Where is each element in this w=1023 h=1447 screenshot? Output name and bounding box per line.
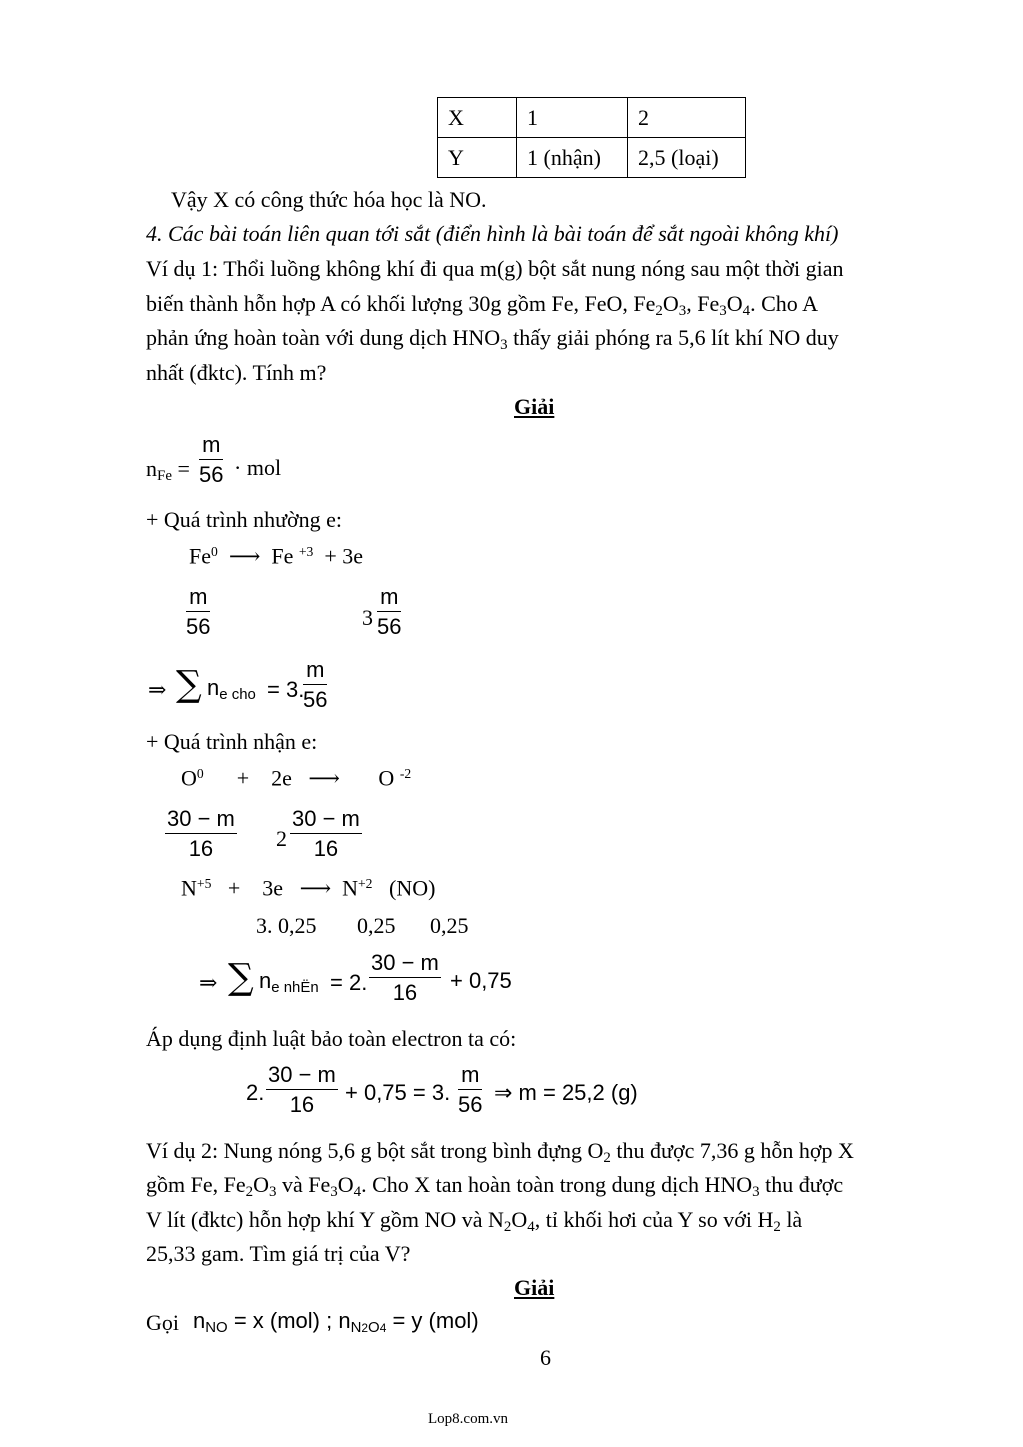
sigma-symbol: ∑ [228,957,254,998]
n-fe-label: $n_{Fe}$ = [146,456,190,485]
fraction-m-56: $\frac{m}{56}$ [199,432,224,487]
receive-label: + Quá trình nhận e: [146,729,318,754]
example-1-line-4: nhất (đktc). Tính m? [146,360,327,385]
fraction-m-56: $\frac{m}{56}$ [377,584,402,639]
implies-symbol: ⇒ [199,970,218,995]
xy-table [437,97,746,178]
footer-watermark: Lop8.com.vn [428,1411,508,1427]
example-2-line-3: V lít (đktc) hỗn hợp khí Y gồm NO và $N_2O_4$, tỉ khối hơi của Y so với $H_2$ là [146,1207,803,1236]
section-title: 4. Các bài toán liên quan tới sắt (điển hình là bài toán để sắt ngoài không khí) [146,221,839,246]
receive-equation-n: $N^{+5}$ + 3e ⟶ $N^{+2}$ (NO) [181,875,436,901]
solution-heading: Giải [514,1275,555,1300]
final-middle: + 0,75 = 3. [345,1080,451,1105]
example-1-line-3: phản ứng hoàn toàn với dung dịch $HNO_3$ thấy giải phóng ra 5,6 lít khí NO duy [146,325,839,354]
mol-unit: · mol [234,455,282,480]
sigma-symbol: ∑ [176,664,202,705]
fraction-30m-16: $\frac{30 - m}{16}$ [268,1062,336,1117]
fraction-30m-16: $\frac{30 - m}{16}$ [167,806,235,861]
receive-equation-o: $O^0$ + 2e ⟶ O $^{-2}$ [181,765,412,791]
n-no-definition: $n_{NO} = x$ (mol) ; $n_{N2O4} = y$ (mol) [193,1308,479,1337]
page-number: 6 [540,1345,551,1370]
fraction-30m-16: $\frac{30 - m}{16}$ [292,806,360,861]
example-1-line-2: biến thành hỗn hợp A có khối lượng 30g gồm Fe, FeO, $Fe_2O_3$, $Fe_3O_4$. Cho A [146,291,818,320]
fraction-m-56: $\frac{m}{56}$ [458,1062,483,1117]
equals-3: = 3. [267,677,305,702]
table-row [438,138,746,178]
conclusion-text: Vậy X có công thức hóa học là NO. [171,187,487,212]
table-cell: 1 (nhận) [517,138,628,178]
table-cell: X [438,98,517,138]
coefficient-2: 2 [276,826,287,851]
coefficient-3: 3 [362,605,373,630]
mole-values-1: 3. 0,25 [256,913,317,938]
example-2-line-4: 25,33 gam. Tìm giá trị của V? [146,1241,411,1266]
n-e-nhan: $n_{e nhËn}$ [259,968,319,997]
example-1-line-1: Ví dụ 1: Thổi luồng không khí đi qua m(g) bột sắt nung nóng sau một thời gian [146,256,844,281]
example-2-line-2: gồm Fe, $Fe_2O_3$ và $Fe_3O_4$. Cho X tan hoàn toàn trong dung dịch $HNO_3$ thu được [146,1172,844,1201]
mole-values-2: 0,25 [357,913,396,938]
plus-075: + 0,75 [450,968,512,993]
solution-heading: Giải [514,394,555,419]
give-equation: Fe$^0$ ⟶ Fe $^{+3}$ + 3e [189,543,364,569]
fraction-m-56: $\frac{m}{56}$ [303,657,328,712]
table-cell: 2,5 (loại) [628,138,746,178]
equals-2: = 2. [330,970,368,995]
n-e-cho: $n_{e cho}$ [207,675,256,704]
fraction-30m-16: $\frac{30 - m}{16}$ [371,950,439,1005]
table-cell: 2 [628,98,746,138]
final-coef-2: 2. [246,1080,265,1105]
give-label: + Quá trình nhường e: [146,507,343,532]
implies-symbol: ⇒ [148,677,167,702]
example-2-line-1: Ví dụ 2: Nung nóng 5,6 g bột sắt trong bình đựng $O_2$ thu được 7,36 g hỗn hợp X [146,1138,854,1167]
mole-values-3: 0,25 [430,913,469,938]
table-cell: 1 [517,98,628,138]
table-cell: Y [438,138,517,178]
final-result: ⇒ m = 25,2 (g) [494,1080,638,1105]
fraction-m-56: $\frac{m}{56}$ [186,584,211,639]
table-row [438,98,746,138]
call-prefix: Gọi [146,1310,179,1335]
apply-law-text: Áp dụng định luật bảo toàn electron ta có: [146,1026,517,1051]
